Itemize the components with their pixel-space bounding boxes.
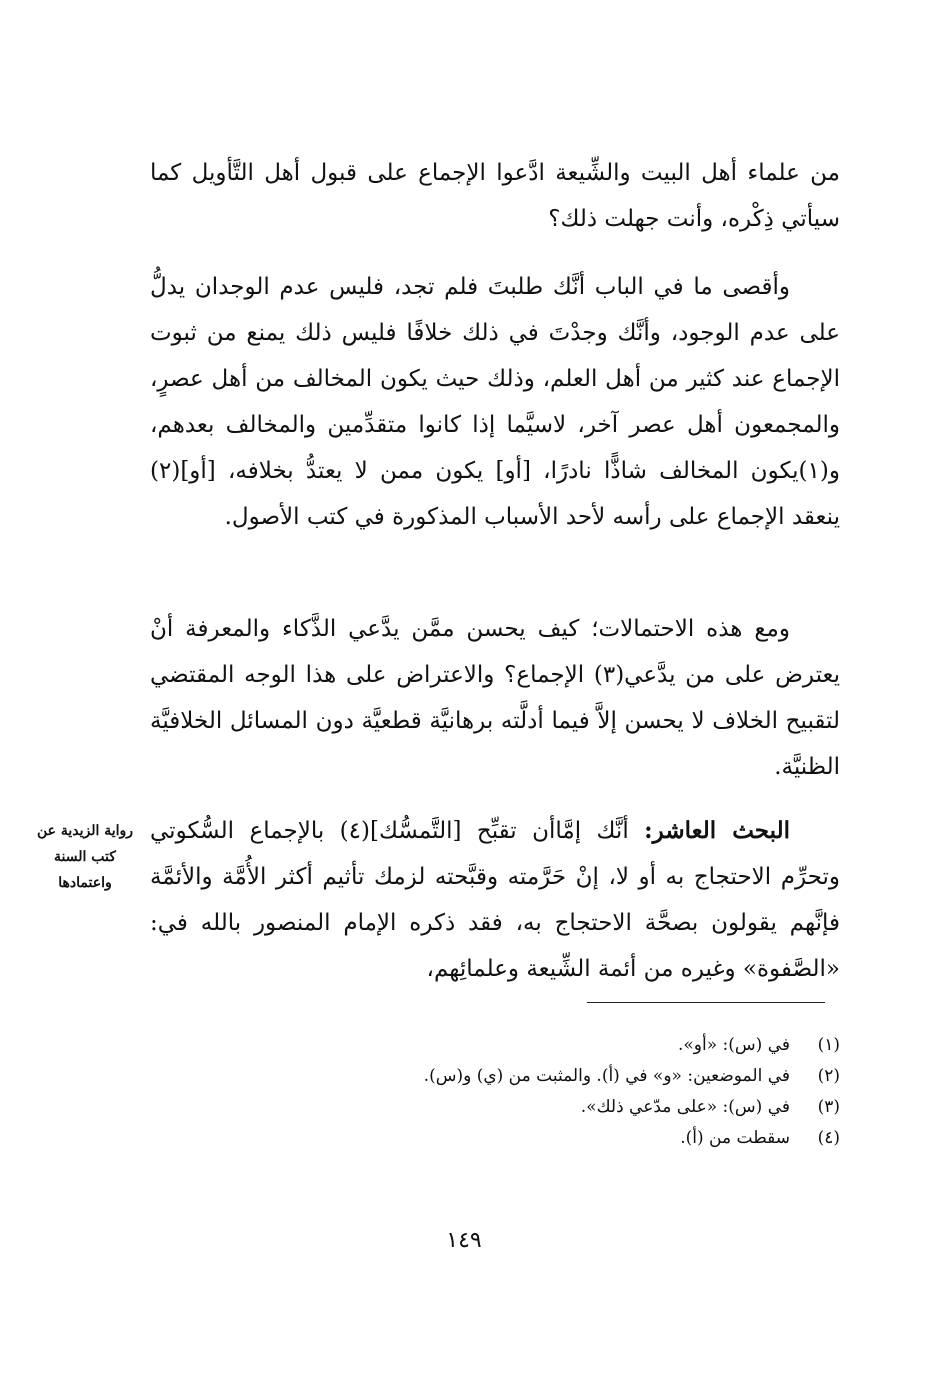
paragraph-4-body <box>150 808 840 992</box>
footnote-text: في الموضعين: «و» في (أ). والمثبت من (ي) و(س). <box>423 1066 790 1086</box>
footnote-number: (١) <box>817 1035 840 1055</box>
footnote-2 <box>240 1061 840 1092</box>
footnote-separator <box>587 1002 825 1003</box>
footnotes <box>240 1030 840 1154</box>
paragraph-2 <box>150 264 840 540</box>
footnote-number: (٤) <box>817 1128 840 1148</box>
margin-note-line-3: واعتمادها <box>58 875 112 891</box>
margin-note-line-1: رواية الزيدية عن <box>36 823 134 839</box>
section-heading: البحث العاشر: <box>644 817 790 844</box>
paragraph-3 <box>150 606 840 790</box>
paragraph-1-text: من علماء أهل البيت والشِّيعة ادَّعوا الإجماع على قبول أهل التَّأويل كما سيأتي ذِكْره، وأنت جهلت ذلك؟ <box>150 160 840 232</box>
paragraph-4-text: أنَّك إمَّاأن تقبِّح [التَّمسُّك](٤) بالإجماع السُّكوتي وتحرِّم الاحتجاج به أو لا، إنْ حَرَّمته وقبَّحته لزمك تأثيم أكثر الأُمَّة والأئمَّة فإنَّهم يقولون بصحَّة الاحتجاج به، فقد ذكره الإمام المنصور بالله في: «الصَّفوة» وغيره من أئمة الشِّيعة وعلمائِهم، <box>150 818 840 982</box>
page-number: ١٤٩ <box>446 1228 482 1253</box>
footnote-text: سقطت من (أ). <box>680 1128 790 1148</box>
footnote-number: (٢) <box>817 1066 840 1086</box>
paragraph-2-text: وأقصى ما في الباب أنَّك طلبتَ فلم تجد، فليس عدم الوجدان يدلُّ على عدم الوجود، وأنَّك وجدْتَ في ذلك خلافًا فليس ذلك يمنع من ثبوت الإجماع عند كثير من أهل العلم، وذلك حيث يكون المخالف من أهل عصرٍ، والمجمعون أهل عصر آخر، لاسيَّما إذا كانوا متقدِّمين والمخالف بعدهم، و(١)يكون المخالف شاذًّا نادرًا، [أو] يكون ممن لا يعتدُّ بخلافه، [أو](٢) ينعقد الإجماع على رأسه لأحد الأسباب المذكورة في كتب الأصول. <box>150 274 840 530</box>
paragraph-4 <box>150 808 840 992</box>
footnote-4 <box>240 1123 840 1154</box>
margin-note-line-2: كتب السنة <box>54 849 116 865</box>
footnote-text: في (س): «على مدّعي ذلك». <box>580 1097 790 1117</box>
paragraph-1 <box>150 150 840 242</box>
footnote-1 <box>240 1030 840 1061</box>
paragraph-3-text: ومع هذه الاحتمالات؛ كيف يحسن ممَّن يدَّعي الذَّكاء والمعرفة أنْ يعترض على من يدَّعي(٣) الإجماع؟ والاعتراض على هذا الوجه المقتضي لتقبيح الخلاف لا يحسن إلاَّ فيما أدلَّته برهانيَّة قطعيَّة دون المسائل الخلافيَّة الظنيَّة. <box>150 616 841 780</box>
footnote-text: في (س): «أو». <box>678 1035 790 1055</box>
margin-note <box>20 818 150 896</box>
footnote-number: (٣) <box>817 1097 840 1117</box>
footnote-3 <box>240 1092 840 1123</box>
